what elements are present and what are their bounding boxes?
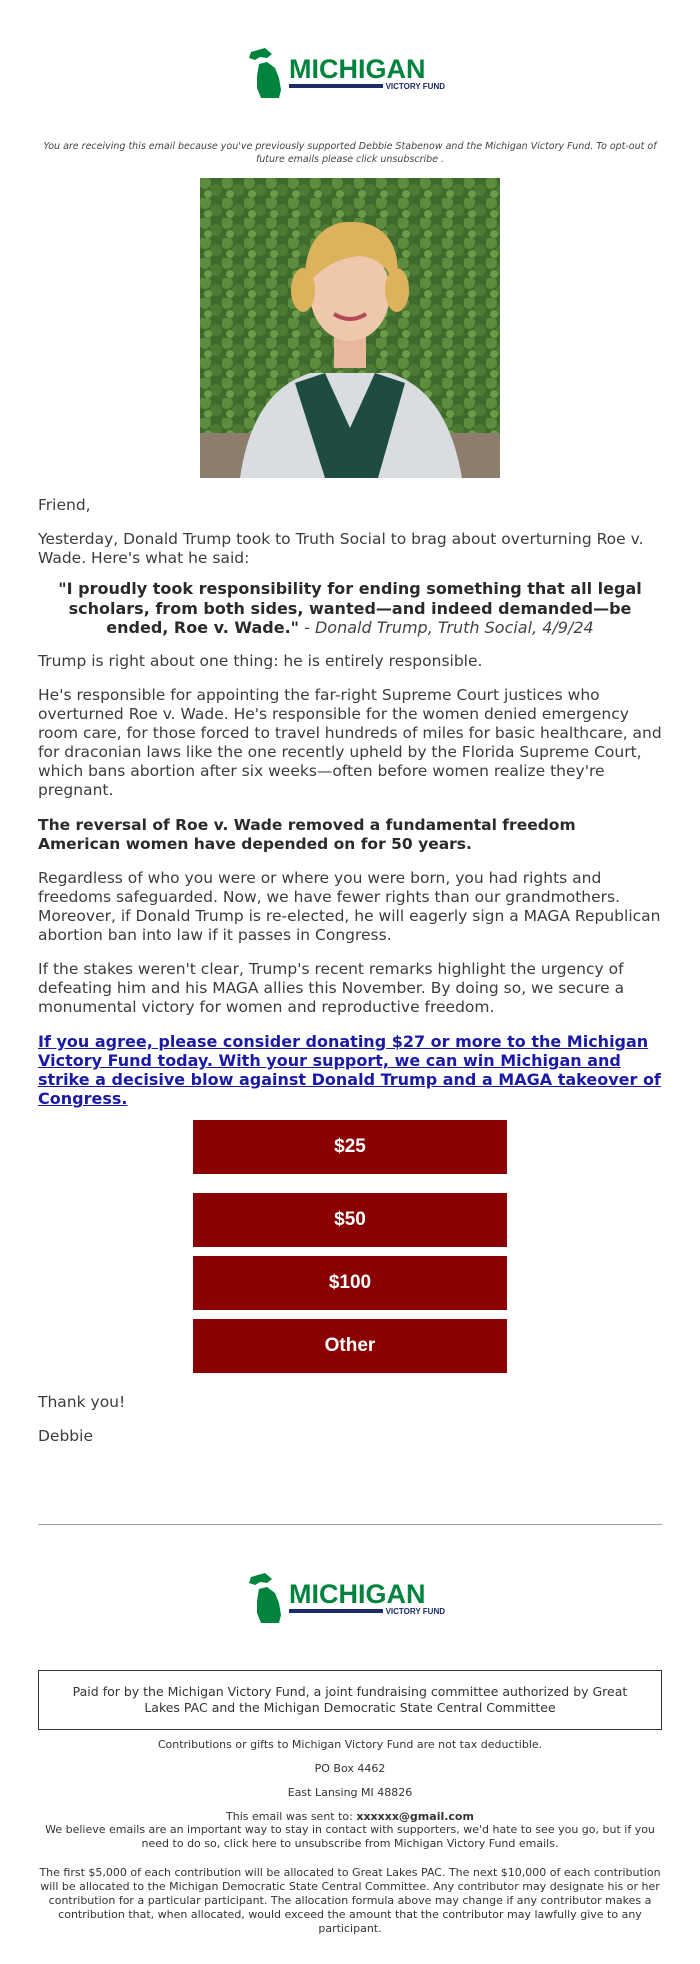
paragraph-responsible: Trump is right about one thing: he is entirely responsible. bbox=[38, 652, 483, 670]
allocation-text: The first $5,000 of each contribution will be allocated to Great Lakes PAC. The next $10,000 of each contribution will be allocated to the Michigan Democratic State Central Committee. Any contributor may designate his or her contribution for a particular participant. The allocation formula above may change if any contributor makes a contribution that, when allocated, would exceed the amount that the contributor may lawfully give to any participant. bbox=[39, 1866, 661, 1935]
brand-tagline: VICTORY FUND bbox=[385, 82, 445, 91]
unsubscribe-text[interactable]: We believe emails are an important way to stay in contact with supporters, we'd hate to see you go, but if you need to do so, click here to unsubscribe from Michigan Victory Fund emails. bbox=[45, 1823, 655, 1850]
quote-text: "I proudly took responsibility for ending something that all legal scholars, from both sides, wanted—and indeed demanded—be ended, Roe v. Wade." bbox=[58, 579, 642, 637]
brand-underline bbox=[289, 84, 383, 88]
intro-paragraph: Yesterday, Donald Trump took to Truth Social to brag about overturning Roe v. Wade. Here's what he said: bbox=[38, 530, 644, 567]
donate-other-button[interactable]: Other bbox=[193, 1319, 507, 1373]
michigan-logo-footer bbox=[245, 1573, 455, 1625]
greeting: Friend, bbox=[38, 496, 91, 514]
paragraph-stakes: If the stakes weren't clear, Trump's recent remarks highlight the urgency of defeating him and his MAGA allies this November. By doing so, we secure a monumental victory for women and reproductive freedom. bbox=[38, 960, 625, 1016]
brand-name: MICHIGAN bbox=[289, 54, 426, 84]
paragraph-roe-reversal: The reversal of Roe v. Wade removed a fundamental freedom American women have depended on for 50 years. bbox=[38, 816, 576, 853]
sent-to-line bbox=[38, 1810, 662, 1824]
footer-brand-name: MICHIGAN bbox=[289, 1579, 426, 1609]
sent-to-label: This email was sent to: bbox=[226, 1810, 357, 1823]
tax-notice: Contributions or gifts to Michigan Victory Fund are not tax deductible. bbox=[157, 1738, 543, 1751]
city-address: East Lansing MI 48826 bbox=[287, 1786, 413, 1799]
footer-logo[interactable] bbox=[0, 1573, 700, 1633]
paragraph-justices: He's responsible for appointing the far-right Supreme Court justices who overturned Roe v. Wade. He's responsible for the women denied emergency room care, for those forced to travel hundreds of miles for basic healthcare, and for draconian laws like the one recently upheld by the Florida Supreme Court, which bans abortion after six weeks—often before women realize they're pregnant. bbox=[38, 686, 662, 799]
donate-50-button[interactable]: $50 bbox=[193, 1193, 507, 1247]
paid-for-box bbox=[38, 1670, 662, 1730]
michigan-state-icon bbox=[249, 48, 281, 98]
debbie-stabenow-photo bbox=[200, 178, 500, 478]
signature: Debbie bbox=[38, 1427, 93, 1445]
paid-for-text: Paid for by the Michigan Victory Fund, a joint fundraising committee authorized by Great Lakes PAC and the Michigan Democratic State Central Committee bbox=[72, 1684, 628, 1715]
footer-brand-tagline: VICTORY FUND bbox=[385, 1607, 445, 1616]
paragraph-rights: Regardless of who you were or where you were born, you had rights and freedoms safeguarded. Now, we have fewer rights than our grandmothers. Moreover, if Donald Trump is re-elected, he will eagerly sign a MAGA Republican abortion ban into law if it passes in Congress. bbox=[38, 869, 661, 944]
opt-out-disclaimer: You are receiving this email because you've previously supported Debbie Stabenow and the Michigan Victory Fund. To opt-out of future emails please click unsubscribe . bbox=[43, 141, 657, 165]
footer-brand-underline bbox=[289, 1609, 383, 1613]
thanks-text: Thank you! bbox=[38, 1393, 126, 1411]
divider bbox=[38, 1524, 662, 1525]
header-logo[interactable] bbox=[0, 48, 700, 108]
michigan-state-icon bbox=[249, 1573, 281, 1623]
donate-link[interactable]: If you agree, please consider donating $27 or more to the Michigan Victory Fund today. With your support, we can win Michigan and strike a decisive blow against Donald Trump and a MAGA takeover of Congress. bbox=[38, 1032, 661, 1108]
donate-100-button[interactable]: $100 bbox=[193, 1256, 507, 1310]
donate-25-button[interactable]: $25 bbox=[193, 1120, 507, 1174]
po-box: PO Box 4462 bbox=[314, 1762, 386, 1775]
trump-quote bbox=[38, 579, 662, 638]
quote-attribution: - Donald Trump, Truth Social, 4/9/24 bbox=[299, 618, 594, 637]
michigan-logo bbox=[245, 48, 455, 100]
recipient-email: xxxxxx@gmail.com bbox=[356, 1810, 474, 1823]
